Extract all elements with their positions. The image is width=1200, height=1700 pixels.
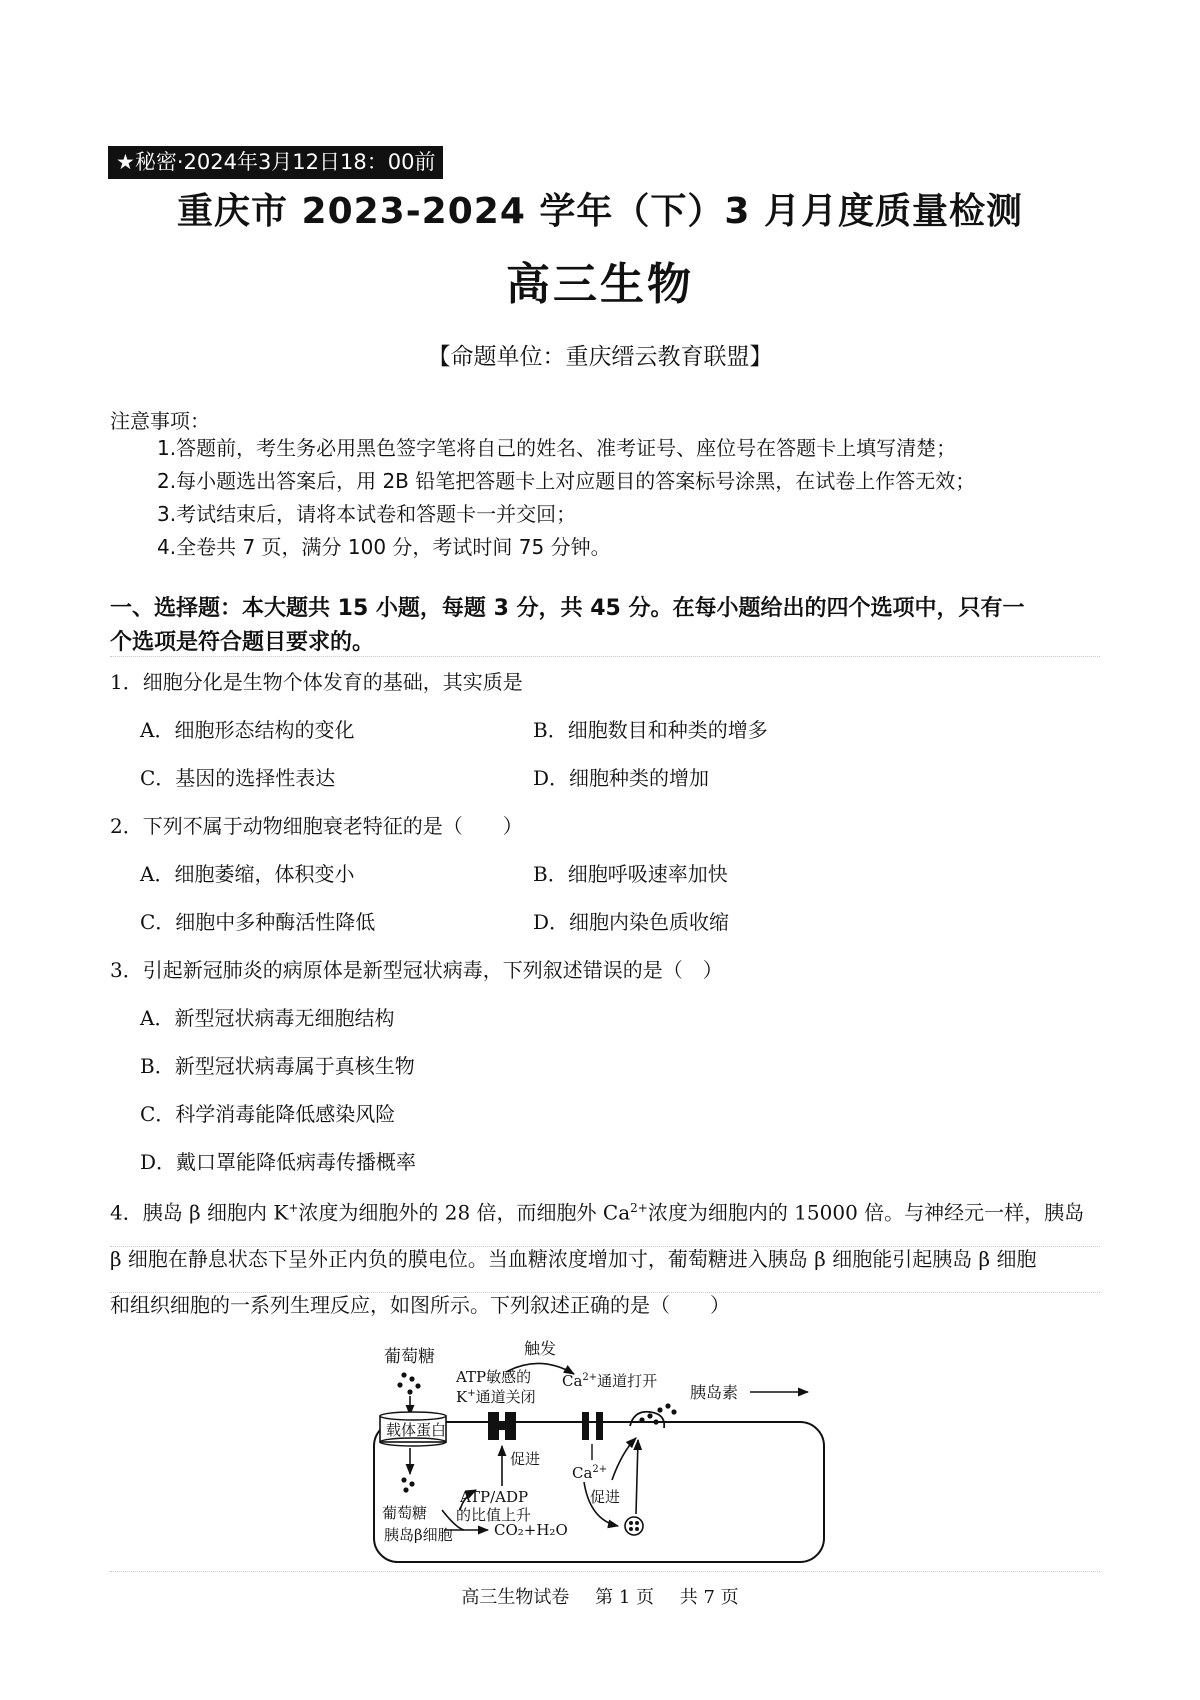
question-1-option-a: A．细胞形态结构的变化 [140, 718, 355, 742]
ca-charge: 2+ [582, 1372, 598, 1383]
note-item: 4.全卷共 7 页，满分 100 分，考试时间 75 分钟。 [157, 535, 611, 559]
k-symbol: K [456, 1388, 468, 1406]
question-4-line-2: β 细胞在静息状态下呈外正内负的膜电位。当血糖浓度增加寸，葡萄糖进入胰岛 β 细胞能引起胰岛 β 细胞 [110, 1246, 1037, 1271]
question-4-line-3: 和组织细胞的一系列生理反应，如图所示。下列叙述正确的是（ ） [110, 1292, 730, 1317]
question-1-option-b: B．细胞数目和种类的增多 [533, 718, 768, 742]
dotted-divider [110, 656, 1100, 657]
question-4-stem [110, 1185, 1100, 1328]
glucose-molecules-outside [397, 1372, 420, 1394]
section-heading [110, 592, 1100, 660]
note-item: 1.答题前，考生务必用黑色签字笔将自己的姓名、准考证号、座位号在答题卡上填写清楚； [157, 436, 957, 460]
co2-h2o-label: CO₂+H₂O [494, 1521, 568, 1539]
question-3-option-b: B．新型冠状病毒属于真核生物 [140, 1054, 415, 1078]
ca-channel-label [562, 1372, 657, 1390]
glucose-molecules-inside [401, 1477, 414, 1492]
page-footer [0, 1583, 1200, 1609]
q4-superscript: + [288, 1201, 299, 1215]
ca-inside-label [572, 1464, 607, 1482]
confidential-badge: ★秘密·2024年3月12日18：00前 [108, 146, 443, 179]
q4-text: 4．胰岛 β 细胞内 K [110, 1200, 289, 1225]
notes-list [157, 432, 975, 564]
question-3-option-c: C．科学消毒能降低感染风险 [140, 1102, 396, 1126]
k-charge: + [467, 1388, 476, 1399]
footer-exam-name: 高三生物试卷 [461, 1587, 570, 1608]
footer-page-number: 第 1 页 [595, 1587, 654, 1608]
section-line-1: 一、选择题：本大题共 15 小题，每题 3 分，共 45 分。在每小题给出的四个选项中，只有一 [110, 596, 1025, 621]
question-1-option-d: D．细胞种类的增加 [533, 766, 710, 790]
insulin-label: 胰岛素 [690, 1383, 739, 1402]
q4-superscript: 2+ [630, 1201, 648, 1215]
question-2-option-b: B．细胞呼吸速率加快 [533, 862, 728, 886]
glucose-top-label: 葡萄糖 [384, 1347, 435, 1367]
insulin-exocytosis [630, 1403, 677, 1428]
beta-cell-label: 胰岛β细胞 [384, 1526, 453, 1544]
insulin-vesicle [625, 1517, 643, 1535]
promote-label-1: 促进 [510, 1450, 541, 1468]
promote-label-2: 促进 [590, 1488, 621, 1506]
dotted-divider [110, 1292, 1100, 1293]
dotted-divider [110, 1571, 1100, 1572]
k-channel-state: 通道关闭 [475, 1388, 536, 1406]
k-channel-closed [488, 1412, 516, 1440]
note-item: 2.每小题选出答案后，用 2B 铅笔把答题卡上对应题目的答案标号涂黑，在试卷上作答无效； [157, 469, 976, 493]
q4-text: 浓度为细胞外的 28 倍，而细胞外 Ca [298, 1200, 631, 1225]
ca-inside-symbol: Ca [572, 1464, 593, 1482]
question-2-option-a: A．细胞萎缩，体积变小 [140, 862, 355, 886]
ca-channel-state: 通道打开 [597, 1372, 658, 1390]
glucose-inside-label: 葡萄糖 [382, 1504, 428, 1522]
ca-symbol: Ca [562, 1372, 583, 1390]
question-2-option-c: C．细胞中多种酶活性降低 [140, 910, 376, 934]
question-1-option-c: C．基因的选择性表达 [140, 766, 336, 790]
ratio-up-label: 的比值上升 [456, 1506, 532, 1524]
section-line-2: 个选项是符合题目要求的。 [110, 630, 375, 655]
issuing-unit: 【命题单位：重庆缙云教育联盟】 [427, 344, 773, 370]
ca-inside-charge: 2+ [592, 1464, 608, 1475]
question-2-stem: 2．下列不属于动物细胞衰老特征的是（ ） [110, 814, 523, 838]
exam-title: 重庆市 2023-2024 学年（下）3 月月度质量检测 [177, 191, 1023, 232]
atp-adp-label: ATP/ADP [460, 1488, 529, 1506]
trigger-label: 触发 [524, 1340, 557, 1358]
exam-subject: 高三生物 [506, 259, 694, 310]
vesicle-transport-arrow [636, 1440, 638, 1514]
question-4-line-1 [110, 1185, 1100, 1236]
question-1-stem: 1．细胞分化是生物个体发育的基础，其实质是 [110, 670, 523, 694]
question-3-stem: 3．引起新冠肺炎的病原体是新型冠状病毒，下列叙述错误的是（ ） [110, 958, 723, 982]
question-3-option-d: D．戴口罩能降低病毒传播概率 [140, 1150, 417, 1174]
promote-arrow-exocytosis [612, 1438, 636, 1480]
note-item: 3.考试结束后，请将本试卷和答题卡一并交回； [157, 502, 577, 526]
q4-text: 浓度为细胞内的 15000 倍。与神经元一样，胰岛 [647, 1200, 1085, 1225]
notes-heading: 注意事项： [110, 409, 210, 433]
insulin-secretion-diagram [360, 1340, 830, 1565]
question-2-option-d: D．细胞内染色质收缩 [533, 910, 730, 934]
dotted-divider [110, 1246, 1100, 1247]
k-channel-label [456, 1388, 536, 1406]
atp-sensitive-label: ATP敏感的 [456, 1368, 532, 1386]
carrier-protein-label: 载体蛋白 [386, 1421, 447, 1439]
footer-total-pages: 共 7 页 [679, 1587, 739, 1608]
ca-channel-open [582, 1412, 603, 1440]
question-3-option-a: A．新型冠状病毒无细胞结构 [140, 1006, 395, 1030]
